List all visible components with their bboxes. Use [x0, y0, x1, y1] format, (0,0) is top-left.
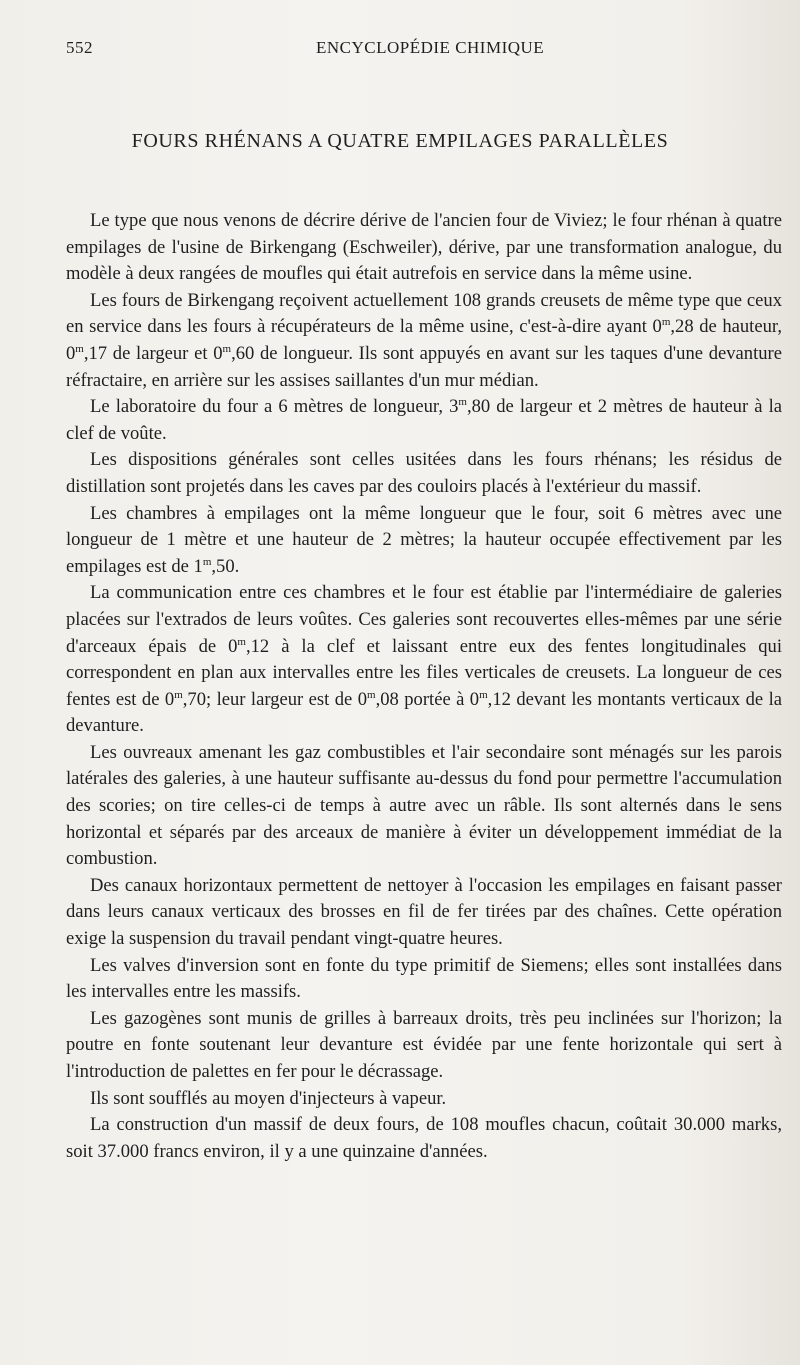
- paragraph: Les gazogènes sont munis de grilles à barreaux droits, très peu inclinées sur l'horizon; la poutre en fonte soutenant leur devanture est évidée par une fente horizontale qui sert à l'introduction de palettes en fer pour le décrassage.: [66, 1007, 782, 1082]
- section-title: FOURS RHÉNANS A QUATRE EMPILAGES PARALLÈLES: [131, 130, 669, 152]
- running-title: ENCYCLOPÉDIE CHIMIQUE: [316, 38, 545, 57]
- paragraph: La communication entre ces chambres et le four est établie par l'intermédiaire de galeries placées sur l'extrados de leurs voûtes. Ces galeries sont recouvertes elles-mêmes par une série d'arceaux épais de 0$^m$,12 à la clef et laissant entre eux des fentes longitudinales qui correspondent en plan aux intervalles entre les files verticales de creusets. La longueur de ces fentes est de 0$^m$,70; leur largeur est de 0$^m$,08 portée à 0$^m$,12 devant les montants verticaux de la devanture.: [66, 582, 783, 737]
- paragraph: Le type que nous venons de décrire dérive de l'ancien four de Viviez; le four rhénan à quatre empilages de l'usine de Birkengang (Eschweiler), dérive, par une transformation analogue, du modèle à deux rangées de moufles qui était autrefois en service dans la même usine.: [66, 210, 782, 285]
- page-number: 552: [66, 38, 93, 57]
- paragraph: Ils sont soufflés au moyen d'injecteurs à vapeur.: [90, 1087, 447, 1109]
- paragraph: Les valves d'inversion sont en fonte du type primitif de Siemens; elles sont installées dans les intervalles entre les massifs.: [66, 954, 782, 1003]
- paragraph: Des canaux horizontaux permettent de nettoyer à l'occasion les empilages en faisant passer dans leurs canaux verticaux des brosses en fil de fer tirées par des chaînes. Cette opération exige la suspension du travail pendant vingt-quatre heures.: [66, 874, 782, 950]
- body-text: [66, 208, 782, 1165]
- paragraph: Les ouvreaux amenant les gaz combustibles et l'air secondaire sont ménagés sur les parois latérales des galeries, à une hauteur suffisante au-dessus du fond pour permettre l'accumulation des scories; on tire celles-ci de temps à autre avec un râble. Ils sont alternés dans le sens horizontal et séparés par des arceaux de manière à éviter un développement immédiat de la combustion.: [66, 741, 782, 870]
- paragraph: Les fours de Birkengang reçoivent actuellement 108 grands creusets de même type que ceux en service dans les fours à récupérateurs de la même usine, c'est-à-dire ayant 0$^m$,28 de hauteur, 0$^m$,17 de largeur et 0$^m$,60 de longueur. Ils sont appuyés en avant sur les taques d'une devanture réfractaire, en arrière sur les assises saillantes d'un mur médian.: [66, 289, 782, 391]
- paragraph: Le laboratoire du four a 6 mètres de longueur, 3$^m$,80 de largeur et 2 mètres de hauteur à la clef de voûte.: [66, 396, 782, 444]
- paragraph: Les dispositions générales sont celles usitées dans les fours rhénans; les résidus de distillation sont projetés dans les caves par des couloirs placés à l'extérieur du massif.: [66, 449, 782, 497]
- paragraph: La construction d'un massif de deux fours, de 108 moufles chacun, coûtait 30.000 marks, soit 37.000 francs environ, il y a une quinzaine d'années.: [66, 1114, 782, 1162]
- paragraph: Les chambres à empilages ont la même longueur que le four, soit 6 mètres avec une longueur de 1 mètre et une hauteur de 2 mètres; la hauteur occupée effectivement par les empilages est de 1$^m$,50.: [66, 502, 782, 577]
